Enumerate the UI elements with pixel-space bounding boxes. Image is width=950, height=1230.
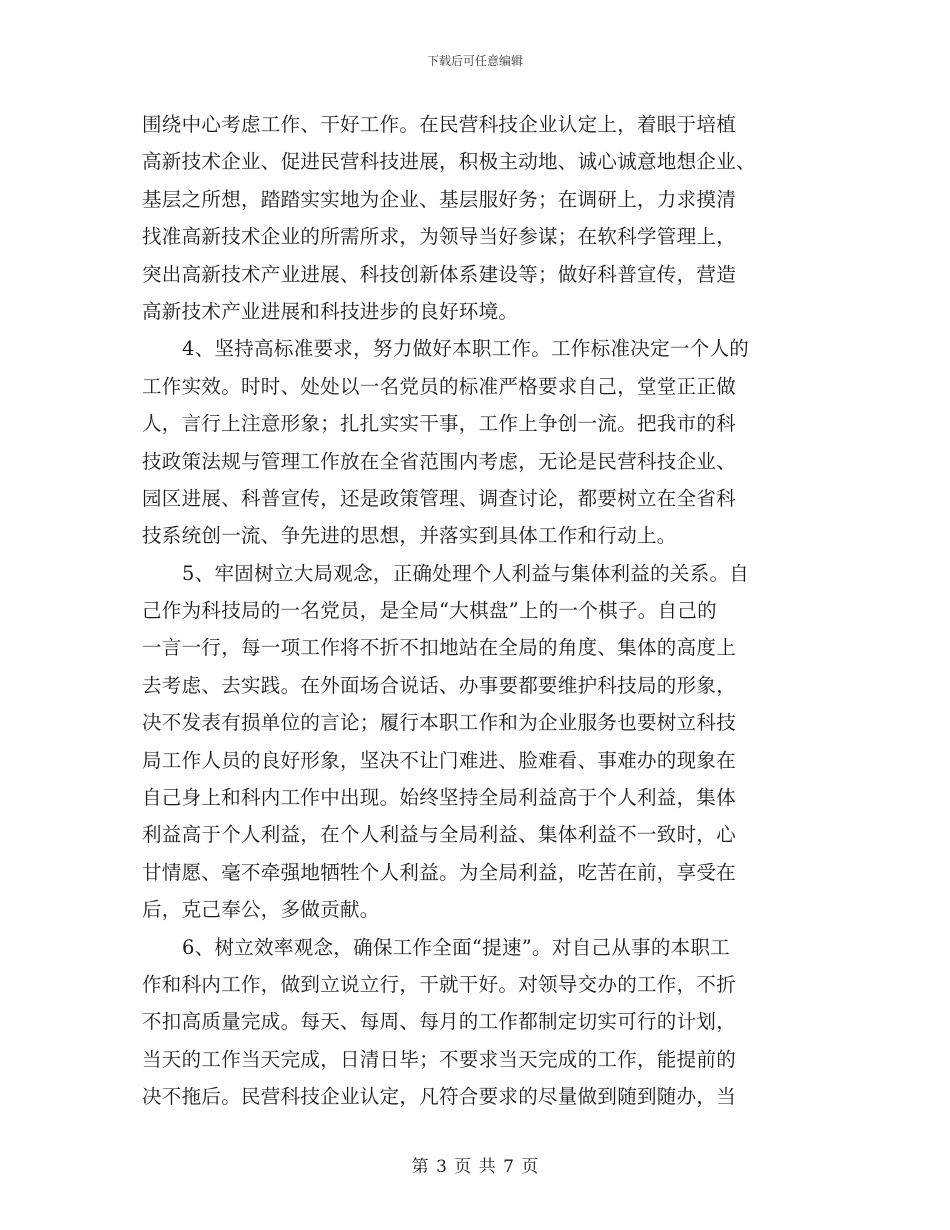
paragraph-start-line: 4、坚持高标准要求，努力做好本职工作。工作标准决定一个人的: [182, 337, 750, 361]
text-line: 技系统创一流、争先进的思想，并落实到具体工作和行动上。: [142, 524, 677, 548]
text-line: 局工作人员的良好形象，坚决不让门难进、脸难看、事难办的现象在: [142, 748, 737, 772]
text-line: 人，言行上注意形象；扎扎实实干事，工作上争创一流。把我市的科: [142, 412, 737, 436]
text-line: 突出高新技术产业进展、科技创新体系建设等；做好科普宣传，营造: [142, 262, 737, 286]
text-line: 去考虑、去实践。在外面场合说话、办事要都要维护科技局的形象，: [142, 673, 737, 697]
text-line: 基层之所想，踏踏实实地为企业、基层服好务；在调研上，力求摸清: [142, 187, 737, 211]
text-line: 高新技术企业、促进民营科技进展，积极主动地、诚心诚意地想企业、: [142, 150, 756, 174]
text-line: 围绕中心考虑工作、干好工作。在民营科技企业认定上，着眼于培植: [142, 113, 737, 136]
text-line: 己作为科技局的一名党员，是全局“大棋盘”上的一个棋子。自己的: [142, 599, 717, 623]
text-line: 决不拖后。民营科技企业认定，凡符合要求的尽量做到随到随办，当: [142, 1085, 737, 1109]
text-line: 自己身上和科内工作中出现。始终坚持全局利益高于个人利益，集体: [142, 786, 737, 810]
text-line: 甘情愿、毫不牵强地牺牲个人利益。为全局利益，吃苦在前，享受在: [142, 860, 737, 884]
page-header: 下载后可任意编辑: [426, 54, 523, 68]
paragraph-start-line: 5、牢固树立大局观念，正确处理个人利益与集体利益的关系。自: [182, 561, 750, 585]
text-line: 一言一行，每一项工作将不折不扣地站在全局的角度、集体的高度上: [142, 636, 737, 660]
text-line: 利益高于个人利益，在个人利益与全局利益、集体利益不一致时，心: [142, 823, 737, 847]
text-line: 找准高新技术企业的所需所求，为领导当好参谋；在软科学管理上，: [142, 225, 737, 249]
text-line: 当天的工作当天完成，日清日毕；不要求当天完成的工作，能提前的: [142, 1047, 737, 1071]
text-line: 不扣高质量完成。每天、每周、每月的工作都制定切实可行的计划，: [142, 1010, 737, 1034]
text-line: 工作实效。时时、处处以一名党员的标准严格要求自己，堂堂正正做: [142, 374, 737, 398]
paragraph-start-line: 6、树立效率观念，确保工作全面“提速”。对自己从事的本职工: [182, 935, 731, 959]
text-line: 决不发表有损单位的言论；履行本职工作和为企业服务也要树立科技: [142, 711, 737, 735]
document-body: [142, 106, 802, 1116]
text-line: 后，克己奉公，多做贡献。: [142, 898, 380, 922]
page-footer: 第 3 页 共 7 页: [411, 1157, 539, 1177]
text-line: 高新技术产业进展和科技进步的良好环境。: [142, 299, 519, 323]
text-line: 园区进展、科普宣传，还是政策管理、调查讨论，都要树立在全省科: [142, 486, 737, 510]
text-line: 作和科内工作，做到立说立行，干就干好。对领导交办的工作，不折: [142, 972, 737, 996]
text-line: 技政策法规与管理工作放在全省范围内考虑，无论是民营科技企业、: [142, 449, 737, 473]
